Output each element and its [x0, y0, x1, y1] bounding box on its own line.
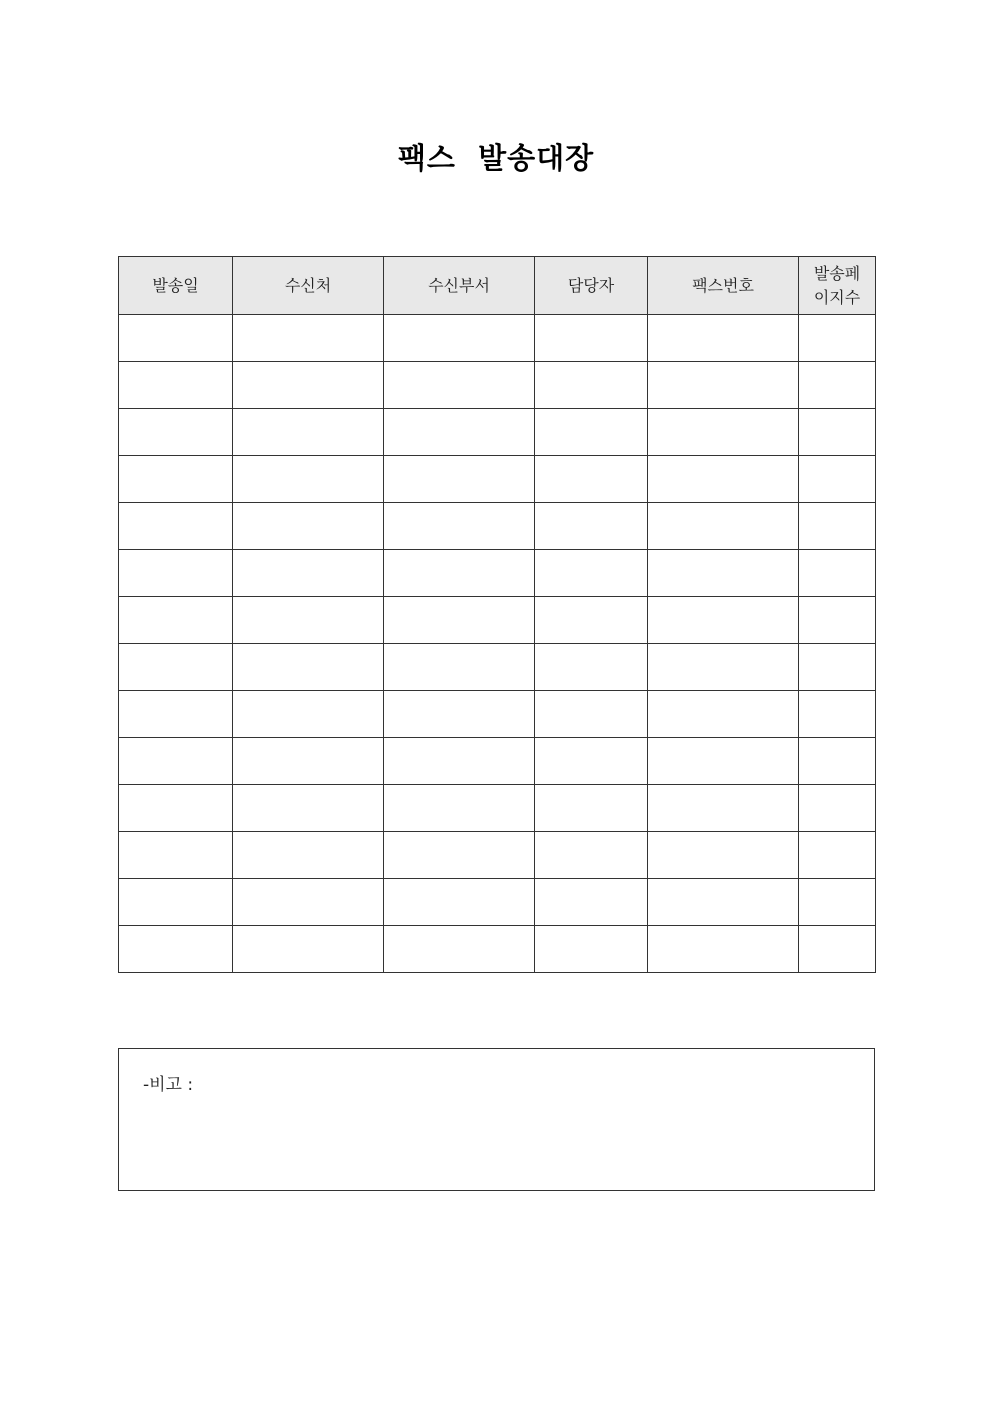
cell-fax-number[interactable] [648, 409, 799, 456]
header-page-count [799, 257, 876, 315]
header-fax-number [648, 257, 799, 315]
cell-fax-number[interactable] [648, 785, 799, 832]
header-page-count-line1: 발송페 [813, 263, 861, 283]
cell-send-date[interactable] [119, 597, 233, 644]
table-row [119, 691, 876, 738]
cell-page-count[interactable] [799, 738, 876, 785]
cell-person-in-charge[interactable] [535, 315, 648, 362]
cell-recipient-department[interactable] [384, 832, 535, 879]
cell-recipient-department[interactable] [384, 409, 535, 456]
cell-send-date[interactable] [119, 832, 233, 879]
cell-page-count[interactable] [799, 691, 876, 738]
cell-recipient-department[interactable] [384, 644, 535, 691]
cell-page-count[interactable] [799, 926, 876, 973]
cell-send-date[interactable] [119, 409, 233, 456]
cell-recipient-department[interactable] [384, 362, 535, 409]
cell-recipient-department[interactable] [384, 503, 535, 550]
cell-person-in-charge[interactable] [535, 832, 648, 879]
cell-recipient-department[interactable] [384, 785, 535, 832]
cell-page-count[interactable] [799, 879, 876, 926]
table-row [119, 785, 876, 832]
cell-send-date[interactable] [119, 879, 233, 926]
cell-page-count[interactable] [799, 644, 876, 691]
cell-recipient[interactable] [233, 550, 384, 597]
cell-send-date[interactable] [119, 503, 233, 550]
cell-recipient[interactable] [233, 832, 384, 879]
cell-recipient[interactable] [233, 926, 384, 973]
cell-recipient-department[interactable] [384, 926, 535, 973]
table-row [119, 503, 876, 550]
fax-log-table [118, 256, 876, 973]
cell-recipient[interactable] [233, 691, 384, 738]
table-row [119, 644, 876, 691]
cell-send-date[interactable] [119, 926, 233, 973]
cell-send-date[interactable] [119, 691, 233, 738]
cell-fax-number[interactable] [648, 550, 799, 597]
cell-fax-number[interactable] [648, 503, 799, 550]
cell-recipient[interactable] [233, 879, 384, 926]
cell-recipient[interactable] [233, 644, 384, 691]
remarks-box[interactable] [118, 1048, 875, 1191]
table-row [119, 926, 876, 973]
cell-recipient-department[interactable] [384, 550, 535, 597]
cell-page-count[interactable] [799, 832, 876, 879]
table-row [119, 315, 876, 362]
table-row [119, 738, 876, 785]
cell-person-in-charge[interactable] [535, 691, 648, 738]
table-row [119, 362, 876, 409]
cell-recipient[interactable] [233, 785, 384, 832]
cell-send-date[interactable] [119, 315, 233, 362]
cell-page-count[interactable] [799, 362, 876, 409]
cell-person-in-charge[interactable] [535, 785, 648, 832]
cell-person-in-charge[interactable] [535, 456, 648, 503]
cell-recipient[interactable] [233, 503, 384, 550]
table-row [119, 832, 876, 879]
table-row [119, 409, 876, 456]
header-person-in-charge-label: 담당자 [567, 275, 615, 295]
header-recipient [233, 257, 384, 315]
header-recipient-department-label: 수신부서 [428, 275, 490, 295]
cell-person-in-charge[interactable] [535, 879, 648, 926]
table-row [119, 550, 876, 597]
cell-fax-number[interactable] [648, 738, 799, 785]
cell-recipient-department[interactable] [384, 738, 535, 785]
cell-send-date[interactable] [119, 738, 233, 785]
cell-person-in-charge[interactable] [535, 550, 648, 597]
cell-person-in-charge[interactable] [535, 644, 648, 691]
cell-fax-number[interactable] [648, 879, 799, 926]
cell-page-count[interactable] [799, 785, 876, 832]
header-fax-number-label: 팩스번호 [692, 275, 754, 295]
cell-fax-number[interactable] [648, 597, 799, 644]
cell-page-count[interactable] [799, 315, 876, 362]
cell-send-date[interactable] [119, 550, 233, 597]
cell-person-in-charge[interactable] [535, 503, 648, 550]
cell-recipient[interactable] [233, 315, 384, 362]
cell-recipient-department[interactable] [384, 456, 535, 503]
cell-person-in-charge[interactable] [535, 597, 648, 644]
table-row [119, 456, 876, 503]
cell-page-count[interactable] [799, 503, 876, 550]
cell-person-in-charge[interactable] [535, 409, 648, 456]
cell-recipient-department[interactable] [384, 691, 535, 738]
cell-send-date[interactable] [119, 644, 233, 691]
cell-send-date[interactable] [119, 456, 233, 503]
header-recipient-label: 수신처 [284, 275, 332, 295]
cell-recipient[interactable] [233, 597, 384, 644]
cell-page-count[interactable] [799, 409, 876, 456]
page-title: 팩스 발송대장 [397, 141, 595, 175]
cell-fax-number[interactable] [648, 832, 799, 879]
cell-person-in-charge[interactable] [535, 926, 648, 973]
cell-fax-number[interactable] [648, 456, 799, 503]
cell-fax-number[interactable] [648, 362, 799, 409]
remarks-label: -비고 : [143, 1075, 194, 1095]
header-send-date-label: 발송일 [152, 275, 199, 295]
cell-recipient-department[interactable] [384, 315, 535, 362]
cell-recipient[interactable] [233, 738, 384, 785]
table-row [119, 879, 876, 926]
cell-recipient[interactable] [233, 456, 384, 503]
cell-page-count[interactable] [799, 550, 876, 597]
table-body [119, 315, 876, 973]
cell-person-in-charge[interactable] [535, 362, 648, 409]
cell-fax-number[interactable] [648, 926, 799, 973]
cell-recipient[interactable] [233, 409, 384, 456]
header-send-date [119, 257, 233, 315]
cell-fax-number[interactable] [648, 644, 799, 691]
cell-recipient-department[interactable] [384, 879, 535, 926]
cell-send-date[interactable] [119, 785, 233, 832]
cell-recipient[interactable] [233, 362, 384, 409]
cell-recipient-department[interactable] [384, 597, 535, 644]
cell-page-count[interactable] [799, 597, 876, 644]
cell-send-date[interactable] [119, 362, 233, 409]
header-person-in-charge [535, 257, 648, 315]
cell-fax-number[interactable] [648, 315, 799, 362]
cell-person-in-charge[interactable] [535, 738, 648, 785]
cell-fax-number[interactable] [648, 691, 799, 738]
header-recipient-department [384, 257, 535, 315]
table-header-row [119, 257, 876, 315]
table-row [119, 597, 876, 644]
cell-page-count[interactable] [799, 456, 876, 503]
header-page-count-line2: 이지수 [813, 287, 861, 307]
